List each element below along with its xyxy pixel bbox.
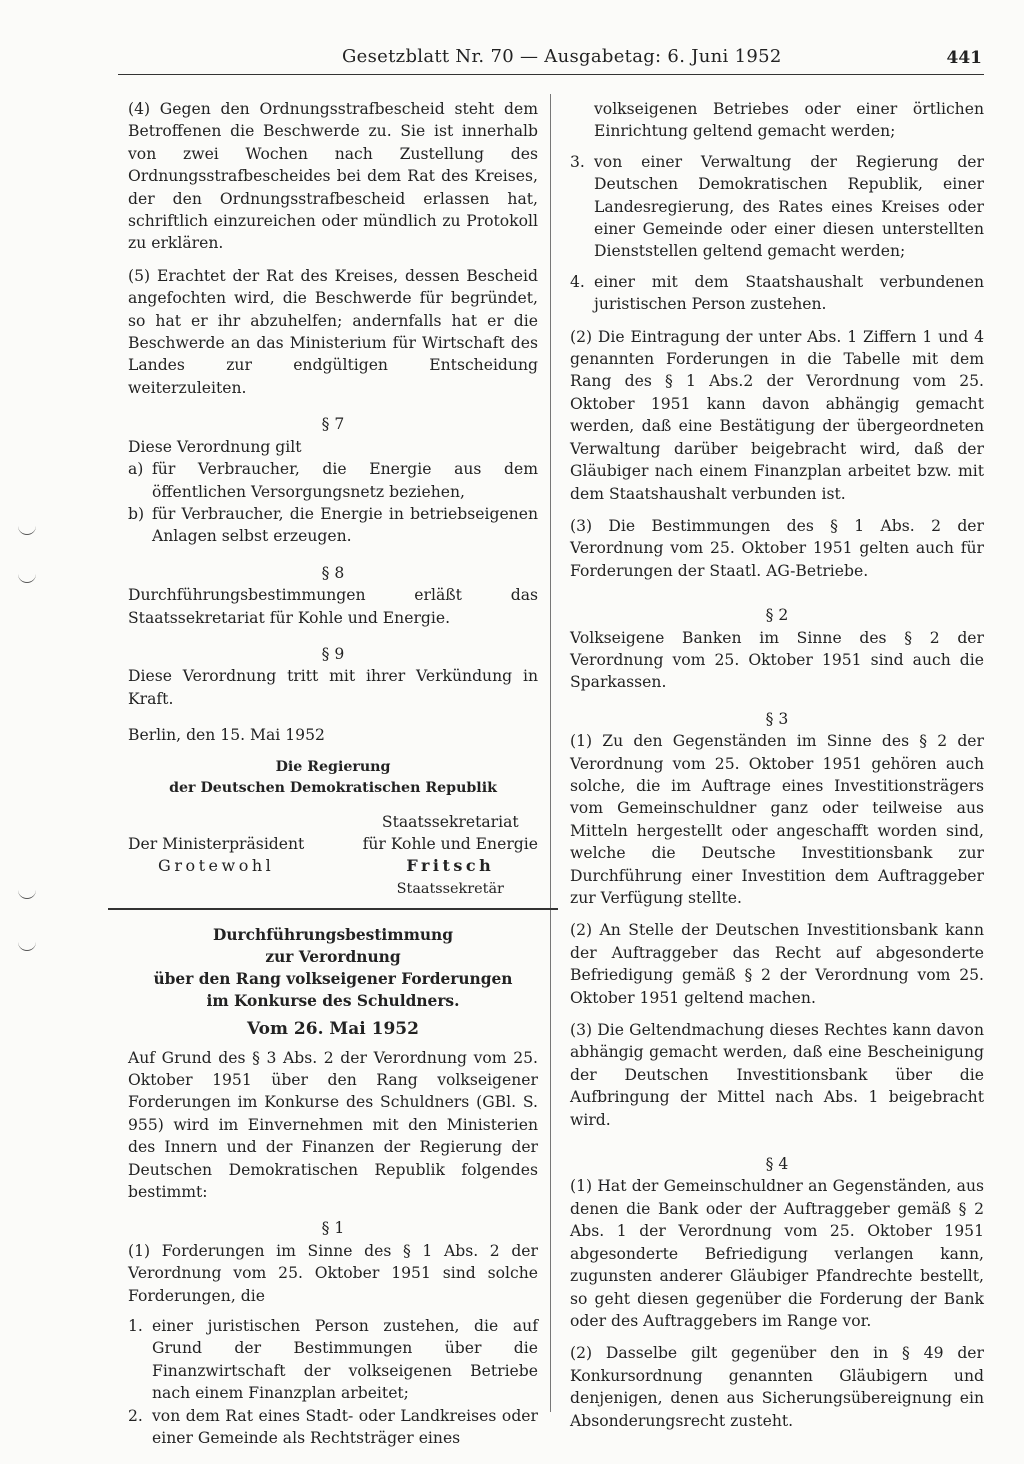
section-4-paragraph-1: (1) Hat der Gemeinschuldner an Gegenständen, aus denen die Bank oder der Auftraggeber gemäß § 2 Abs. 1 der Verordnung vom 25. Oktober 1951 abgesonderte Befriedigung verlangen kann, zugunsten anderer Gläubiger Pfandrechte bestellt, so geht diesen gegenüber die Forderung der Bank oder des Auftraggebers im Range vor. [570,1177,984,1330]
section-8-title: § 8 [321,563,345,582]
section-1-paragraph-3: (3) Die Bestimmungen des § 1 Abs. 2 der Verordnung vom 25. Oktober 1951 gelten auch für Forderungen der Staatl. AG-Betriebe. [570,516,984,580]
right-column [570,98,984,1432]
section-3-paragraph-1: (1) Zu den Gegenständen im Sinne des § 2 der Verordnung vom 25. Oktober 1951 gehören auch solche, die im Auftrage eines Investitionsträgers vom Gemeinschuldner ganz oder teilweise aus Mitteln hergestellt oder angeschafft worden sind, welche die Deutsche Investitionsbank zur Durchführung einer Investition dem Auftraggeber zur Verfügung stellte. [570,732,984,907]
list-label: 1. [128,1317,143,1336]
preamble: Auf Grund des § 3 Abs. 2 der Verordnung vom 25. Oktober 1951 über den Rang volkseigener Forderungen im Konkurse des Schuldners (GBl. S. 955) wird im Einvernehmen mit den Ministerien des Innern und der Finanzen der Regierung der Deutschen Demokratischen Republik folgendes bestimmt: [128,1048,538,1202]
section-8-text: Durchführungsbestimmungen erläßt das Staatssekretariat für Kohle und Energie. [128,586,538,627]
list-label: 4. [570,272,585,291]
signature-name: Fritsch [406,856,495,876]
list-label: b) [128,504,145,523]
government-line-1: Die Regierung [275,758,391,775]
section-2-title: § 2 [765,606,789,625]
list-label: 3. [570,152,585,171]
page-header [118,44,984,75]
signature-role: Der Ministerpräsident [128,834,305,853]
list-item [570,151,984,263]
heading-line: über den Rang volkseigener Forderungen [153,970,513,989]
list-text: volkseigenen Betriebes oder einer örtlichen Einrichtung geltend gemacht werden; [594,100,984,141]
heading-line: zur Verordnung [265,948,401,967]
list-text: von einer Verwaltung der Regierung der Deutschen Demokratischen Republik, einer Landesregierung, des Rates eines Kreises oder einer Gemeinde oder einer diesen unterstellten Dienststellen geltend gemacht werden; [594,152,984,261]
signature-right [363,811,538,901]
heading-line: im Konkurse des Schuldners. [206,992,460,1011]
list-label: 2. [128,1406,143,1425]
section-rule [108,908,558,910]
list-item-continued [570,98,984,143]
page-number: 441 [946,48,982,68]
section-7-intro: Diese Verordnung gilt [128,437,302,456]
place-date: Berlin, den 15. Mai 1952 [128,726,325,745]
signatures [128,811,538,901]
signature-name: Grotewohl [158,855,275,875]
signature-line: für Kohle und Energie [362,834,538,853]
column-divider [550,94,551,1412]
paragraph-5: (5) Erachtet der Rat des Kreises, dessen Bescheid angefochten wird, die Beschwerde für begründet, so hat er ihr abzuhelfen; andernfalls hat er die Beschwerde an das Ministerium für Wirtschaft des Landes zur endgültigen Entscheidung weiterzuleiten. [128,266,538,397]
section-4-title: § 4 [765,1155,789,1174]
list-text: für Verbraucher, die Energie aus dem öffentlichen Versorgungsnetz beziehen, [152,460,538,501]
heading-line: Durchführungsbestimmung [212,926,453,945]
section-3-paragraph-2: (2) An Stelle der Deutschen Investitionsbank kann der Auftraggeber das Recht auf abgesonderte Befriedigung gemäß § 2 der Verordnung vom 25. Oktober 1951 geltend machen. [570,921,984,1007]
section-1-paragraph-2: (2) Die Eintragung der unter Abs. 1 Ziffern 1 und 4 genannten Forderungen in die Tabelle mit dem Rang des § 1 Abs.2 der Verordnung vom 25. Oktober 1951 kann davon abhängig gemacht werden, daß eine Bestätigung der übergeordneten Verwaltung darüber beigebracht wird, daß der Gläubiger nach einem Finanzplan arbeitet bzw. mit dem Staatshaushalt verbunden ist. [570,327,984,503]
section-4-paragraph-2: (2) Dasselbe gilt gegenüber den in § 49 der Konkursordnung genannten Gläubigern und denjenigen, denen aus Sicherungsübereignung ein Absonderungsrecht zusteht. [570,1344,984,1430]
section-3-paragraph-3: (3) Die Geltendmachung dieses Rechtes kann davon abhängig gemacht werden, daß eine Bescheinigung der Deutschen Investitionsbank über die Aufbringung der Mittel nach Abs. 1 beigebracht wird. [570,1021,984,1129]
signature-block [128,757,538,901]
regulation-heading [128,924,538,1040]
margin-mark [18,524,36,535]
list-label: a) [128,460,144,479]
list-text: einer juristischen Person zustehen, die auf Grund der Bestimmungen über die Finanzwirtschaft der volkseigenen Betriebe nach einem Finanzplan arbeitet; [152,1317,538,1403]
heading-date: Vom 26. Mai 1952 [247,1019,419,1040]
margin-mark [18,572,36,583]
list-item [128,1405,538,1450]
signature-line: Staatssekretariat [381,812,519,831]
signature-role: Staatssekretär [396,880,504,897]
signature-left [128,811,304,901]
section-7-title: § 7 [321,415,345,434]
gazette-title: Gesetzblatt Nr. 70 — Ausgabetag: 6. Juni 1952 [342,46,782,67]
section-9-text: Diese Verordnung tritt mit ihrer Verkündung in Kraft. [128,667,538,708]
paragraph-4: (4) Gegen den Ordnungsstrafbescheid steht dem Betroffenen die Beschwerde zu. Sie ist innerhalb von zwei Wochen nach Zustellung des Ordnungsstrafbescheides bei dem Rat des Kreises, der den Ordnungsstrafbescheid erlassen hat, schriftlich einzureichen oder mündlich zu Protokoll zu erklären. [128,100,538,253]
section-2-text: Volkseigene Banken im Sinne des § 2 der Verordnung vom 25. Oktober 1951 sind auch die Sparkassen. [570,628,984,692]
section-1-title: § 1 [321,1219,345,1238]
list-text: für Verbraucher, die Energie in betriebseigenen Anlagen selbst erzeugen. [152,504,538,546]
list-item [128,458,538,503]
government-line-2: der Deutschen Demokratischen Republik [169,779,497,796]
margin-mark [18,940,36,951]
section-3-title: § 3 [765,709,789,728]
left-column [128,98,538,1450]
list-item [570,271,984,316]
section-9-title: § 9 [321,644,345,663]
margin-mark [18,888,36,899]
list-item [128,1315,538,1405]
list-text: einer mit dem Staatshaushalt verbundenen juristischen Person zustehen. [594,272,984,314]
list-item [128,503,538,548]
section-1-paragraph-1: (1) Forderungen im Sinne des § 1 Abs. 2 der Verordnung vom 25. Oktober 1951 sind solche Forderungen, die [128,1241,538,1305]
list-text: von dem Rat eines Stadt- oder Landkreises oder einer Gemeinde als Rechtsträger eines [152,1406,538,1448]
